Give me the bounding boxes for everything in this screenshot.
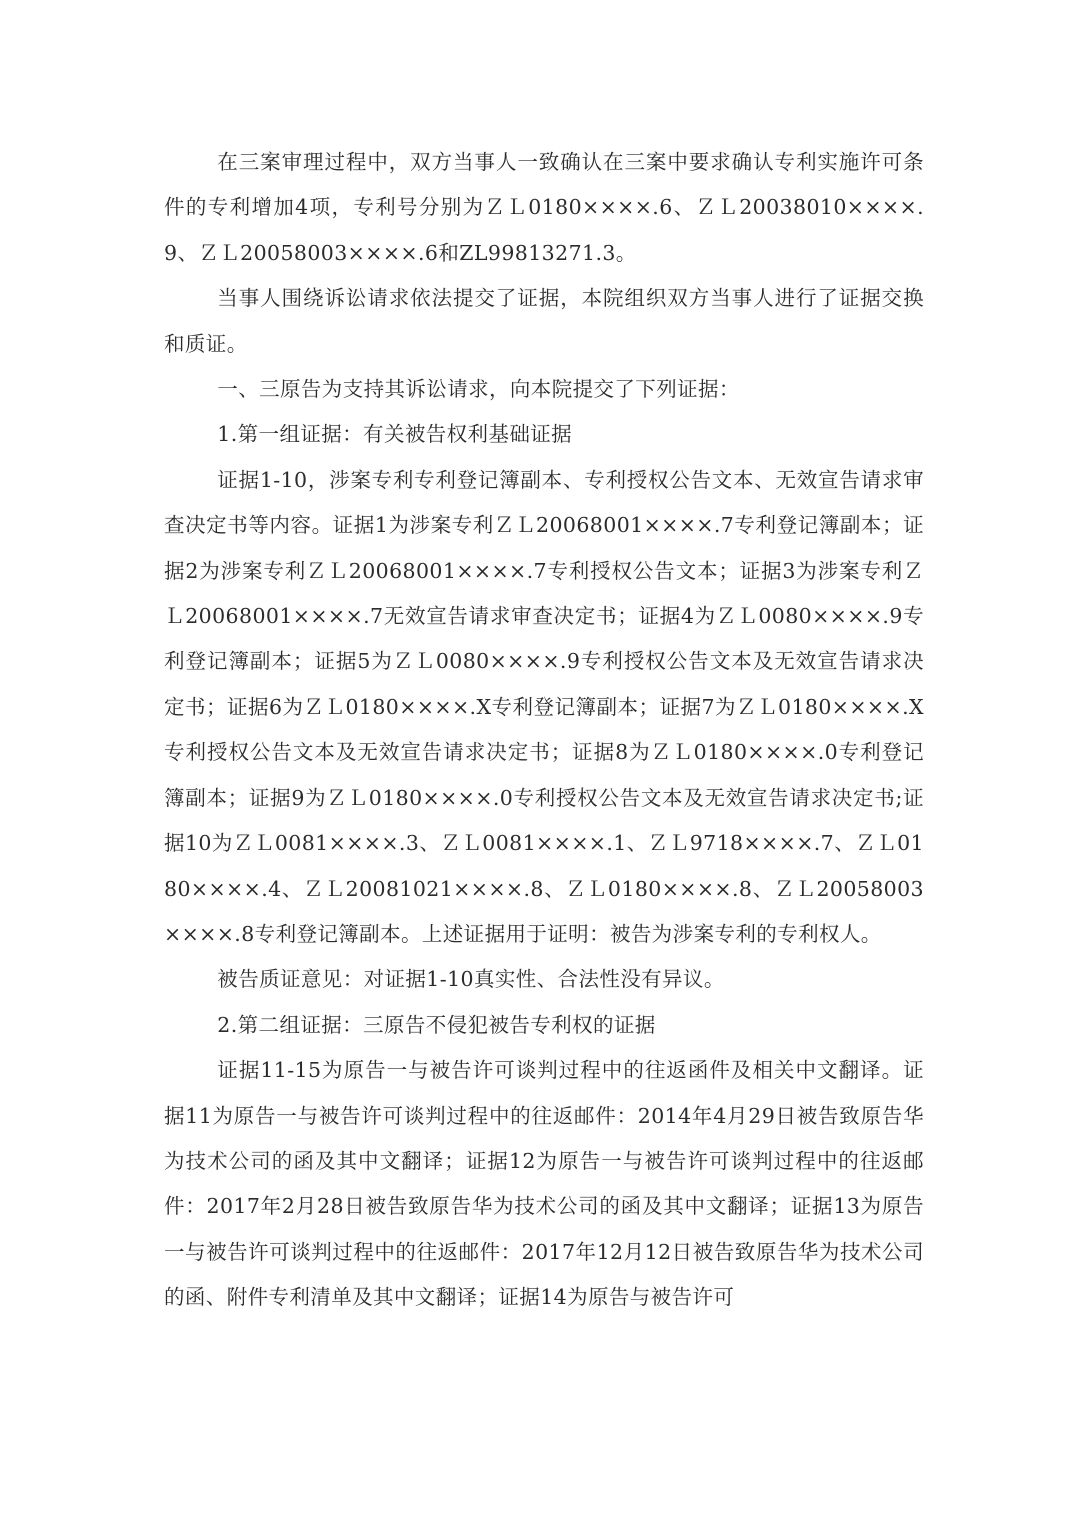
paragraph-evidence-11-15: 证据11-15为原告一与被告许可谈判过程中的往返函件及相关中文翻译。证据11为原告一与被告许可谈判过程中的往返邮件：2014年4月29日被告致原告华为技术公司的函及其中文翻译；证据12为原告一与被告许可谈判过程中的往返邮件：2017年2月28日被告致原告华为技术公司的函及其中文翻译；证据13为原告一与被告许可谈判过程中的往返邮件：2017年12月12日被告致原告华为技术公司的函、附件专利清单及其中文翻译；证据14为原告与被告许可 xyxy=(164,1058,924,1310)
heading-evidence-group-2: 2.第二组证据：三原告不侵犯被告专利权的证据 xyxy=(217,1012,656,1037)
paragraph-defendant-opinion: 被告质证意见：对证据1-10真实性、合法性没有异议。 xyxy=(217,967,725,992)
heading-evidence-group-1: 1.第一组证据：有关被告权利基础证据 xyxy=(217,422,573,447)
paragraph-evidence-exchange: 当事人围绕诉讼请求依法提交了证据，本院组织双方当事人进行了证据交换和质证。 xyxy=(164,286,924,356)
paragraph-patents-added: 在三案审理过程中，双方当事人一致确认在三案中要求确认专利实施许可条件的专利增加4项，专利号分别为ＺＬ0180××××.6、ＺＬ20038010××××.9、ＺＬ20058003××××.6和ZL99813271.3。 xyxy=(164,150,924,265)
heading-plaintiff-evidence: 一、三原告为支持其诉讼请求，向本院提交了下列证据： xyxy=(217,377,740,402)
paragraph-evidence-1-10: 证据1-10，涉案专利专利登记簿副本、专利授权公告文本、无效宣告请求审查决定书等内容。证据1为涉案专利ＺＬ20068001××××.7专利登记簿副本；证据2为涉案专利ＺＬ20068001××××.7专利授权公告文本；证据3为涉案专利ＺＬ20068001××××.7无效宣告请求审查决定书；证据4为ＺＬ0080××××.9专利登记簿副本；证据5为ＺＬ0080××××.9专利授权公告文本及无效宣告请求决定书；证据6为ＺＬ0180××××.X专利登记簿副本；证据7为ＺＬ0180××××.X专利授权公告文本及无效宣告请求决定书；证据8为ＺＬ0180××××.0专利登记簿副本；证据9为ＺＬ0180××××.0专利授权公告文本及无效宣告请求决定书;证据10为ＺＬ0081××××.3、ＺＬ0081××××.1、ＺＬ9718××××.7、ＺＬ0180××××.4、ＺＬ20081021××××.8、ＺＬ0180××××.8、ＺＬ20058003××××.8专利登记簿副本。上述证据用于证明：被告为涉案专利的专利权人。 xyxy=(164,467,924,946)
document-body xyxy=(164,140,924,1321)
